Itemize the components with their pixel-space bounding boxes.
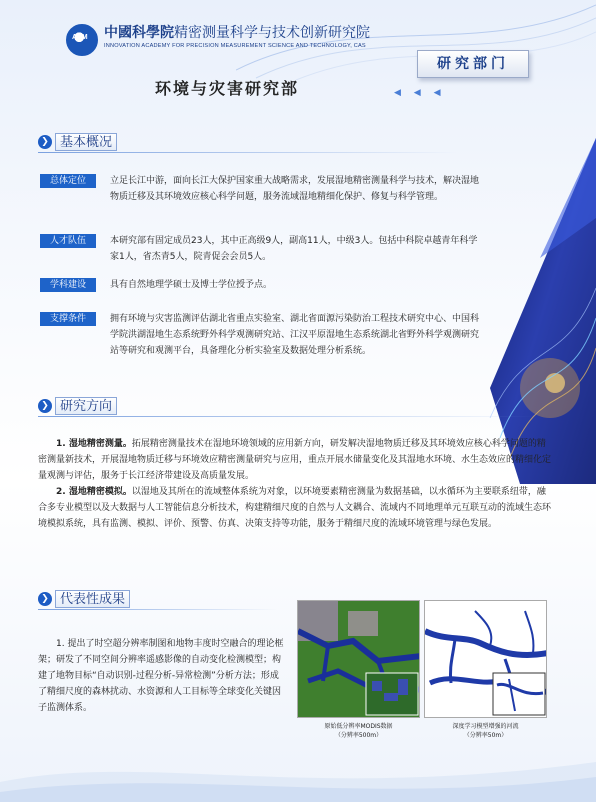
decorative-art [480,138,596,484]
research-paragraph [38,436,552,484]
section-label: 研究方向 [55,397,117,415]
results-text: 1. 提出了时空超分辨率制图和地物丰度时空融合的理论框架；研发了不同空间分辨率遥感影像的自动变化检测模型；构建了地物目标“自动识别-过程分析-异常检测”分析方法；形成了精细尺度的森林扰动、水资源和人工目标等全球变化关键因子监测体系。 [38,639,284,713]
overview-tag: 总体定位 [40,174,96,188]
arrow-left-icons: ◀ ◀ ◀ [394,88,446,98]
section-divider [38,416,538,417]
modis-image [297,600,420,718]
research-content [38,436,552,532]
overview-row [40,233,480,265]
section-heading-results [38,590,130,608]
modis-river-map [298,601,420,718]
research-text: 以湿地及其所在的流域整体系统为对象，以环境要素精密测量为数据基础，以水循环为主要联系纽带，融合多专业模型以及大数据与人工智能信息分析技术，构建精细尺度的自然与人文耦合、流域内不同地理单元互联互动的流域生态环境模拟系统，具有监测、模拟、评价、预警、仿真、决策支持等功能，服务于精细尺度的流域环境管理与绿色发展。 [38,487,552,529]
cas-name: 中國科學院 [104,25,174,41]
overview-text: 具有自然地理学硕士及博士学位授予点。 [110,280,273,290]
enhanced-river-map [425,601,547,718]
chevron-right-icon: ❯ [38,135,52,149]
section-heading-research [38,397,117,415]
overview-text: 拥有环境与灾害监测评估湖北省重点实验室、湖北省面源污染防治工程技术研究中心、中国科学院洪湖湿地生态系统野外科学观测研究站、江汉平原湿地生态系统湖北省野外科学观测研究站等研究和观测平台，具备理化分析实验室及数据处理分析系统。 [110,314,480,356]
research-paragraph [38,484,552,532]
enhanced-river-image [424,600,547,718]
caption-line: 深度学习模型增强的河流 [452,723,519,730]
institute-name-cn [104,22,370,42]
overview-tag: 人才队伍 [40,234,96,248]
institute-name-rest: 精密测量科学与技术创新研究院 [174,25,370,41]
logo-text: APM [72,34,88,41]
overview-row [40,173,480,205]
overview-text: 立足长江中游，面向长江大保护国家重大战略需求，发展湿地精密测量科学与技术，解决湿地物质迁移及其环境效应核心科学问题，服务流域湿地精细化保护、修复与科学管理。 [110,176,480,202]
research-title: 1. 湿地精密测量。 [56,439,132,449]
research-title: 2. 湿地精密模拟。 [56,487,132,497]
overview-row [40,311,480,359]
section-divider [38,609,278,610]
caption-line: （分辨率500m） [334,732,383,739]
page-header [0,0,596,110]
section-heading-overview [38,133,117,151]
caption-line: 原始低分辨率MODIS数据 [324,723,393,730]
overview-text: 本研究部有固定成员23人，其中正高级9人，副高11人，中级3人。包括中科院卓越青年科学家1人，省杰青5人，院青促会会员5人。 [110,236,478,262]
overview-tag: 学科建设 [40,278,96,292]
chevron-right-icon: ❯ [38,399,52,413]
overview-tag: 支撑条件 [40,312,96,326]
chevron-right-icon: ❯ [38,592,52,606]
section-label: 代表性成果 [55,590,130,608]
section-divider [38,152,458,153]
overview-row [40,277,480,293]
footer-decoration [0,732,596,802]
research-text: 拓展精密测量技术在湿地环境领域的应用新方向，研发解决湿地物质迁移及其环境效应核心科学问题的精密测量新技术，开展湿地物质迁移与环境效应精密测量研究与应用，重点开展水储量变化及其湿地水环境、水生态效应的精细化定量观测与评估，服务于长江经济带建设及高质量发展。 [38,439,552,481]
institute-name-en: INNOVATION ACADEMY FOR PRECISION MEASUREMENT SCIENCE AND TECHNOLOGY, CAS [104,43,366,49]
section-label: 基本概况 [55,133,117,151]
page-title: 环境与灾害研究部 [155,79,300,98]
department-tag: 研究部门 [417,50,529,78]
caption-line: （分辨率50m） [463,732,508,739]
